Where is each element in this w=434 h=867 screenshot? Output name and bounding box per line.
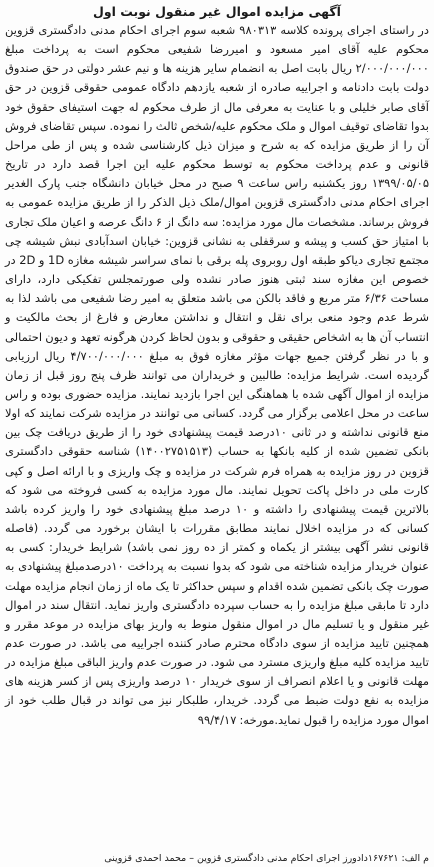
notice-body-text: در راستای اجرای پرونده کلاسه ۹۸۰۳۱۳ شعبه سوم اجرای احکام مدنی دادگستری قزوین محکوم علیه آقای امیر مسعود و امیررضا شفیعی محکوم است به پرداخت مبلغ ۲/۰۰۰/۰۰۰/۰۰۰ ریال بابت اصل به انضمام سایر هزینه ها و نیم عشر دولتی در حق صندوق دولت بابت دادنامه و اجراییه صادره از شعبه یازدهم دادگاه عمومی حقوقی قزوین در حق آقای صابر خلیلی و با عنایت به معرفی مال از طرف محکوم له جهت استیفای حقوق خود بدوا تقاضای توقیف اموال و ملک محکوم علیه/شخص ثالث را نموده. سپس تقاضای فروش آن را از طریق مزایده که به شرح و میزان ذیل کارشناسی شده و پس از طی مراحل قانونی و عدم پرداخت محکوم به توسط محکوم علیه این اجرا قصد دارد در تاریخ ۱۳۹۹/۰۵/۰۵ روز یکشنبه راس ساعت ۹ صبح در محل خیابان دانشگاه جنب پارک الغدیر اجرای احکام مدنی دادگستری قزوین اموال/ملک ذیل الذکر را از طریق مزایده عمومی به فروش برساند. مشخصات مال مورد مزایده: سه دانگ از ۶ دانگ عرصه و اعیان ملک تجاری با امتیاز حق کسب و پیشه و سرقفلی به نشانی قزوین: خیابان اسدآبادی نبش شیشه چی مجتمع تجاری دیاکو طبقه اول روبروی پله برقی با نمای سراسر شیشه مغازه 1D و 2D در خصوص این مغازه سند ثبتی هنوز صادر نشده ولی صورتمجلس تفکیکی دارد، دارای مساحت ۶/۳۶ متر مربع و فاقد بالکن می باشد متعلق به امیر رضا شفیعی می باشد لذا به شرط عدم وجود منعی برای نقل و انتقال و نداشتن معارض و فارغ از بحث مالکیت و انتساب آن ها به اشخاص حقیقی و حقوقی و بدون لحاظ کردن هرگونه تعهد و دیون احتمالی و با در نظر گرفتن جمیع جهات مؤثر مغازه فوق به مبلغ ۴/۷۰۰/۰۰۰/۰۰۰ ریال ارزیابی گردیده است. شرایط مزایده: طالبین و خریداران می توانند ظرف پنج روز قبل از زمان مزایده از اموال آگهی شده با هماهنگی این اجرا بازدید نمایند. مزایده حضوری بوده و راس ساعت در محل اعلامی برگزار می گردد. کسانی می توانند در مزایده شرکت نمایند که اولا منع قانونی نداشته و در ثانی ۱۰درصد قیمت پیشنهادی خود را از طریق دریافت چک بین بانکی تضمین شده از کلیه بانکها به حساب (۱۴۰۰۲۷۵۱۵۱۳) شناسه حقوقی دادگستری قزوین در روز مزایده به همراه فرم شرکت در مزایده و چک واریزی و با ارائه اصل و کپی کارت ملی در داخل پاکت تحویل نمایند. مال مورد مزایده به کسی فروخته می شود که بالاترین قیمت پیشنهادی را داشته و ۱۰ درصد مبلغ پیشنهادی خود را واریز کرده باشد کسانی که در مزایده اخلال نمایند مطابق مقررات با ایشان برخورد می گردد. (فاصله قانونی نشر آگهی بیشتر از یکماه و کمتر از ده روز نمی باشد) شرایط خریدار: کسی به عنوان خریدار مزایده شناخته می شود که بدوا نسبت به پرداخت ۱۰درصدمبلغ پیشنهادی به صورت چک بانکی تضمین شده اقدام و سپس حداکثر تا یک ماه از زمان انجام مزایده مهلت دارد تا مابقی مبلغ مزایده را به حساب سپرده دادگستری واریز نماید. انتقال سند در اموال غیر منقول و یا تسلیم مال در اموال منقول منوط به واریز بهای مزایده در موعد مقرر و همچنین تایید مزایده از سوی دادگاه محترم صادر کننده اجراییه می باشد. در صورت عدم تایید مزایده کلیه مبلغ واریزی مسترد می شود. در صورت عدم واریز الباقی مبلغ مزایده در مهلت قانونی و یا اعلام انصراف از سوی خریدار ۱۰ درصد واریزی پس از کسر هزینه های مزایده به نفع دولت ضبط می گردد. خریدار، طلبکار نیز می تواند در قبال طلب خود از اموال مورد مزایده را قبول نماید.مورخه: ۹۹/۴/۱۷ (5, 23, 430, 727)
notice-footer: م الف: ۱۶۷۶۲۱دادورز اجرای احکام مدنی دادگستری قزوین – محمد احمدی قزوینی (104, 853, 429, 864)
notice-title: آگهی مزایده اموال غیر منقول نوبت اول (93, 4, 341, 19)
